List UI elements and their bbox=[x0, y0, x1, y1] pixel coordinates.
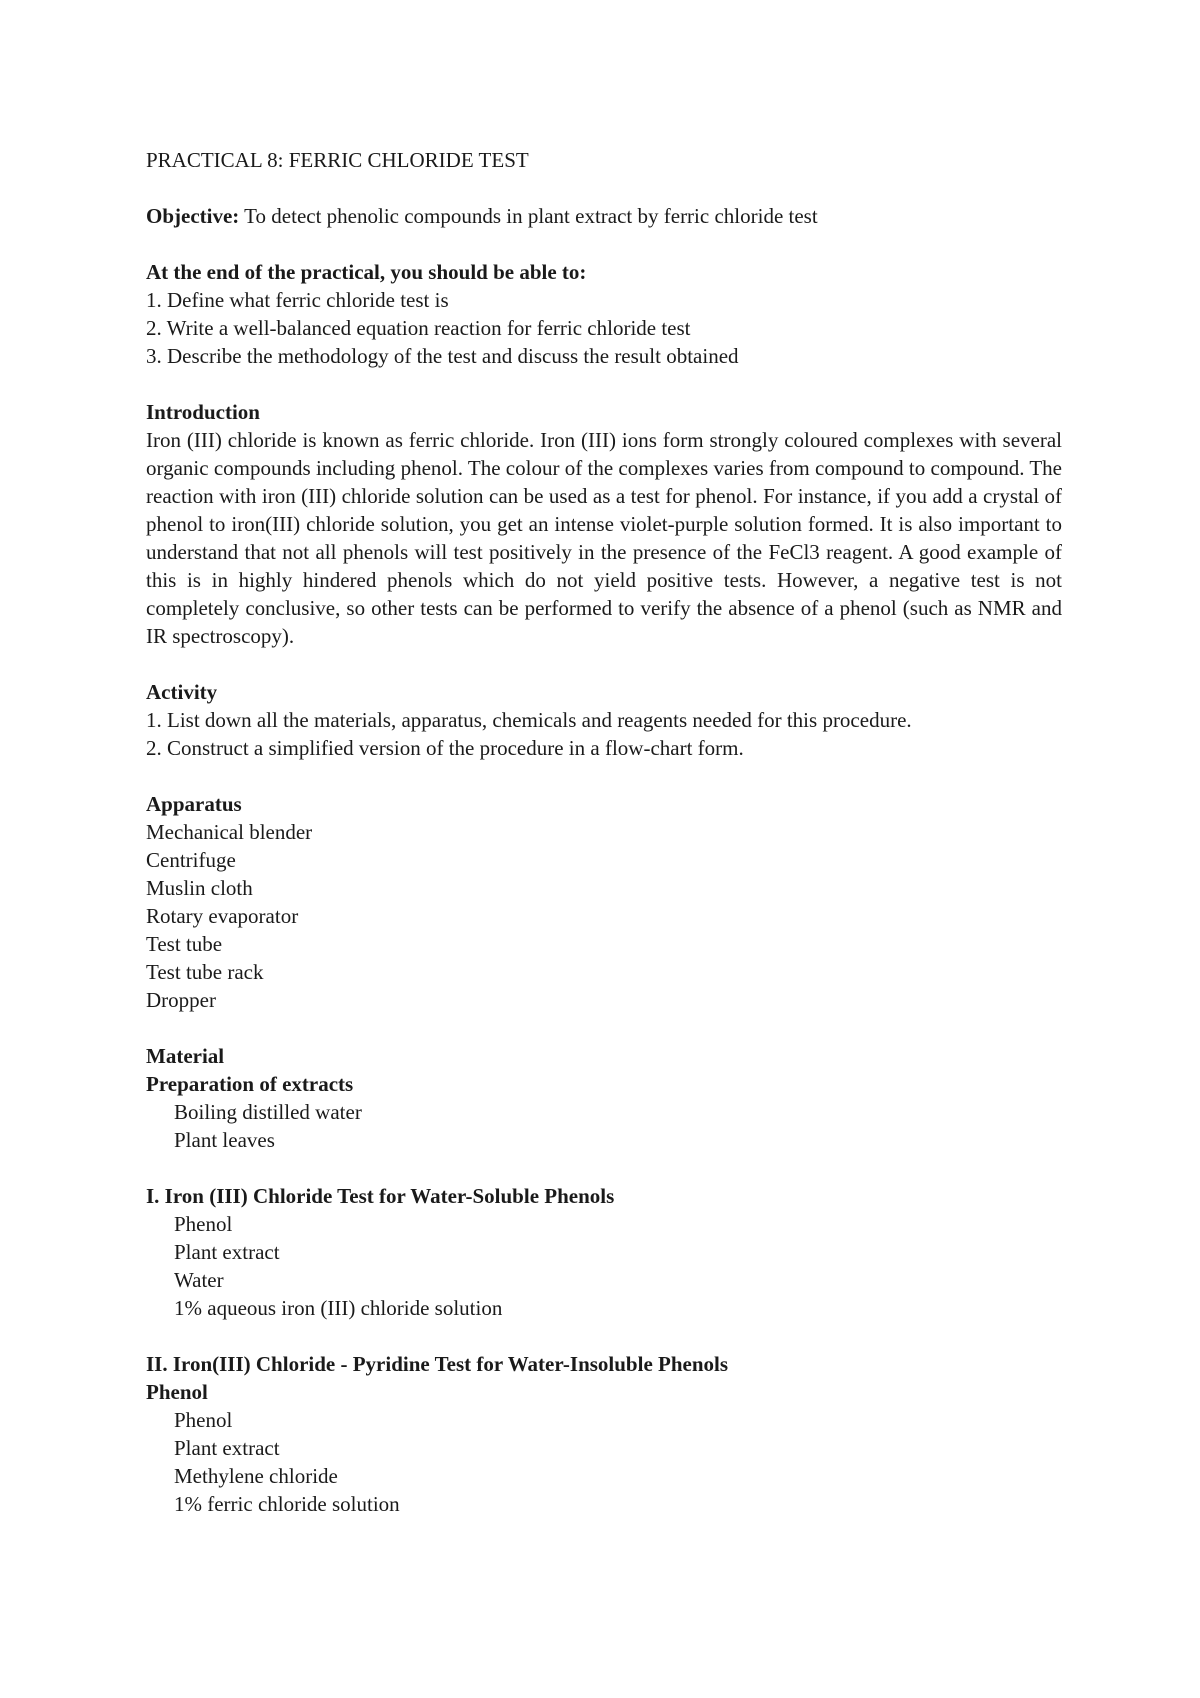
material-item: Methylene chloride bbox=[174, 1464, 338, 1488]
document-page bbox=[146, 146, 1062, 1518]
material-item: Plant extract bbox=[174, 1436, 280, 1460]
material-item: 1% ferric chloride solution bbox=[174, 1492, 400, 1516]
apparatus-item: Muslin cloth bbox=[146, 876, 253, 900]
material-item: Plant extract bbox=[174, 1240, 280, 1264]
apparatus-item: Mechanical blender bbox=[146, 820, 313, 844]
outcomes-list bbox=[146, 286, 1062, 370]
test-two-subheading: Phenol bbox=[146, 1380, 208, 1404]
introduction-paragraph: Iron (III) chloride is known as ferric chloride. Iron (III) ions form strongly coloured complexes with several organic compounds including phenol. The colour of the complexes varies from compound to compound. The reaction with iron (III) chloride solution can be used as a test for phenol. For instance, if you add a crystal of phenol to iron(III) chloride solution, you get an intense violet-purple solution formed. It is also important to understand that not all phenols will test positively in the presence of the FeCl3 reagent. A good example of this is in highly hindered phenols which do not yield positive tests. However, a negative test is not completely conclusive, so other tests can be performed to verify the absence of a phenol (such as NMR and IR spectroscopy). bbox=[146, 428, 1062, 648]
preparation-heading: Preparation of extracts bbox=[146, 1072, 354, 1096]
apparatus-item: Rotary evaporator bbox=[146, 904, 299, 928]
apparatus-item: Test tube rack bbox=[146, 960, 264, 984]
test-one-heading: I. Iron (III) Chloride Test for Water-Soluble Phenols bbox=[146, 1184, 615, 1208]
apparatus-item: Test tube bbox=[146, 932, 223, 956]
apparatus-heading: Apparatus bbox=[146, 792, 242, 816]
apparatus-list bbox=[146, 818, 1062, 1014]
objective-text: To detect phenolic compounds in plant extract by ferric chloride test bbox=[244, 204, 818, 228]
test-one-list bbox=[146, 1210, 1062, 1322]
test-two-heading: II. Iron(III) Chloride - Pyridine Test for Water-Insoluble Phenols bbox=[146, 1352, 729, 1376]
outcome-item: 1. Define what ferric chloride test is bbox=[146, 288, 449, 312]
test-two-list bbox=[146, 1406, 1062, 1518]
apparatus-item: Centrifuge bbox=[146, 848, 236, 872]
preparation-list bbox=[146, 1098, 1062, 1154]
activity-item: 1. List down all the materials, apparatus, chemicals and reagents needed for this procedure. bbox=[146, 708, 912, 732]
outcome-item: 2. Write a well-balanced equation reaction for ferric chloride test bbox=[146, 316, 691, 340]
material-item: Water bbox=[174, 1268, 224, 1292]
page-title: PRACTICAL 8: FERRIC CHLORIDE TEST bbox=[146, 148, 529, 172]
material-heading: Material bbox=[146, 1044, 225, 1068]
activity-list bbox=[146, 706, 1062, 762]
material-item: 1% aqueous iron (III) chloride solution bbox=[174, 1296, 503, 1320]
material-item: Plant leaves bbox=[174, 1128, 275, 1152]
objective-line bbox=[146, 202, 1062, 230]
material-item: Boiling distilled water bbox=[174, 1100, 362, 1124]
activity-item: 2. Construct a simplified version of the procedure in a flow-chart form. bbox=[146, 736, 744, 760]
activity-heading: Activity bbox=[146, 680, 218, 704]
outcome-item: 3. Describe the methodology of the test and discuss the result obtained bbox=[146, 344, 739, 368]
introduction-heading: Introduction bbox=[146, 400, 260, 424]
material-item: Phenol bbox=[174, 1212, 233, 1236]
material-item: Phenol bbox=[174, 1408, 233, 1432]
apparatus-item: Dropper bbox=[146, 988, 216, 1012]
objective-label: Objective: bbox=[146, 204, 240, 228]
outcomes-heading: At the end of the practical, you should be able to: bbox=[146, 260, 587, 284]
